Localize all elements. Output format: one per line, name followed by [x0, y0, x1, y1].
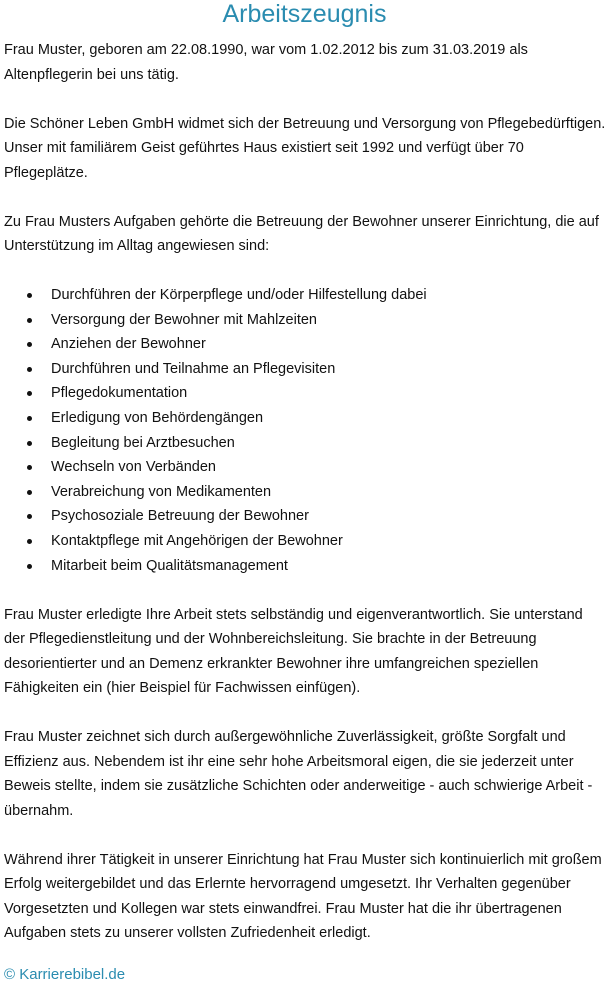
list-item	[4, 381, 607, 406]
list-item	[4, 480, 607, 505]
bullet-icon	[27, 416, 32, 421]
bullet-icon	[27, 465, 32, 470]
list-item	[4, 529, 607, 554]
list-item-text: Mitarbeit beim Qualitätsmanagement	[51, 557, 288, 574]
list-item	[4, 283, 607, 308]
bullet-icon	[27, 318, 32, 323]
list-item-text: Durchführen der Körperpflege und/oder Hilfestellung dabei	[51, 287, 427, 303]
list-item-text: Erledigung von Behördengängen	[51, 409, 264, 426]
list-item	[4, 504, 607, 529]
list-item-text: Durchführen und Teilnahme an Pflegevisiten	[51, 360, 336, 377]
document-body	[4, 38, 607, 946]
list-item-text: Anziehen der Bewohner	[51, 336, 206, 353]
list-item	[4, 406, 607, 431]
list-item	[4, 308, 607, 333]
page-title: Arbeitszeugnis	[222, 0, 387, 28]
bullet-icon	[27, 293, 32, 298]
bullet-icon	[27, 441, 32, 446]
list-item-text: Pflegedokumentation	[51, 385, 188, 402]
bullet-icon	[27, 539, 32, 544]
bullet-icon	[27, 490, 32, 495]
tasks-intro-paragraph: Zu Frau Musters Aufgaben gehörte die Betreuung der Bewohner unserer Einrichtung, die auf Unterstützung im Alltag angewiesen sind:	[4, 213, 599, 254]
list-item	[4, 357, 607, 382]
bullet-icon	[27, 564, 32, 569]
copyright-footer: © Karrierebibel.de	[4, 966, 126, 983]
list-item-text: Verabreichung von Medikamenten	[51, 483, 272, 500]
bullet-icon	[27, 342, 32, 347]
task-list	[4, 283, 607, 578]
list-item-text: Begleitung bei Arztbesuchen	[51, 434, 235, 451]
bullet-icon	[27, 514, 32, 519]
list-item-text: Versorgung der Bewohner mit Mahlzeiten	[51, 311, 317, 328]
intro-paragraph: Frau Muster, geboren am 22.08.1990, war vom 1.02.2012 bis zum 31.03.2019 als Altenpflegerin bei uns tätig.	[4, 42, 528, 83]
reliability-paragraph: Frau Muster zeichnet sich durch außergewöhnliche Zuverlässigkeit, größte Sorgfalt und Effizienz aus. Nebendem ist ihr eine sehr hohe Arbeitsmoral eigen, die sie jederzeit unter Beweis stellte, indem sie zusätzliche Schichten oder anderweitige - auch schwierige Arbeit - übernahm.	[4, 729, 593, 819]
list-item-text: Wechseln von Verbänden	[51, 459, 216, 476]
conclusion-paragraph: Während ihrer Tätigkeit in unserer Einrichtung hat Frau Muster sich kontinuierlich mit großem Erfolg weitergebildet und das Erlernte hervorragend umgesetzt. Ihr Verhalten gegenüber Vorgesetzten und Kollegen war stets einwandfrei. Frau Muster hat die ihr übertragenen Aufgaben stets zu unserer vollsten Zufriedenheit erledigt.	[4, 851, 602, 942]
list-item-text: Kontaktpflege mit Angehörigen der Bewohner	[51, 532, 343, 549]
list-item	[4, 554, 607, 579]
bullet-icon	[27, 391, 32, 396]
bullet-icon	[27, 367, 32, 372]
work-style-paragraph: Frau Muster erledigte Ihre Arbeit stets selbständig und eigenverantwortlich. Sie unterstand der Pflegedienstleitung und der Wohnbereichsleitung. Sie brachte in der Betreuung desorientierter und an Demenz erkrankter Bewohner ihre umfangreichen speziellen Fähigkeiten ein (hier Beispiel für Fachwissen einfügen).	[4, 606, 583, 697]
list-item	[4, 332, 607, 357]
list-item-text: Psychosoziale Betreuung der Bewohner	[51, 508, 309, 525]
list-item	[4, 431, 607, 456]
list-item	[4, 455, 607, 480]
company-paragraph: Die Schöner Leben GmbH widmet sich der Betreuung und Versorgung von Pflegebedürftigen. Unser mit familiärem Geist geführtes Haus existiert seit 1992 und verfügt über 70 Pflegeplätze.	[4, 115, 606, 181]
